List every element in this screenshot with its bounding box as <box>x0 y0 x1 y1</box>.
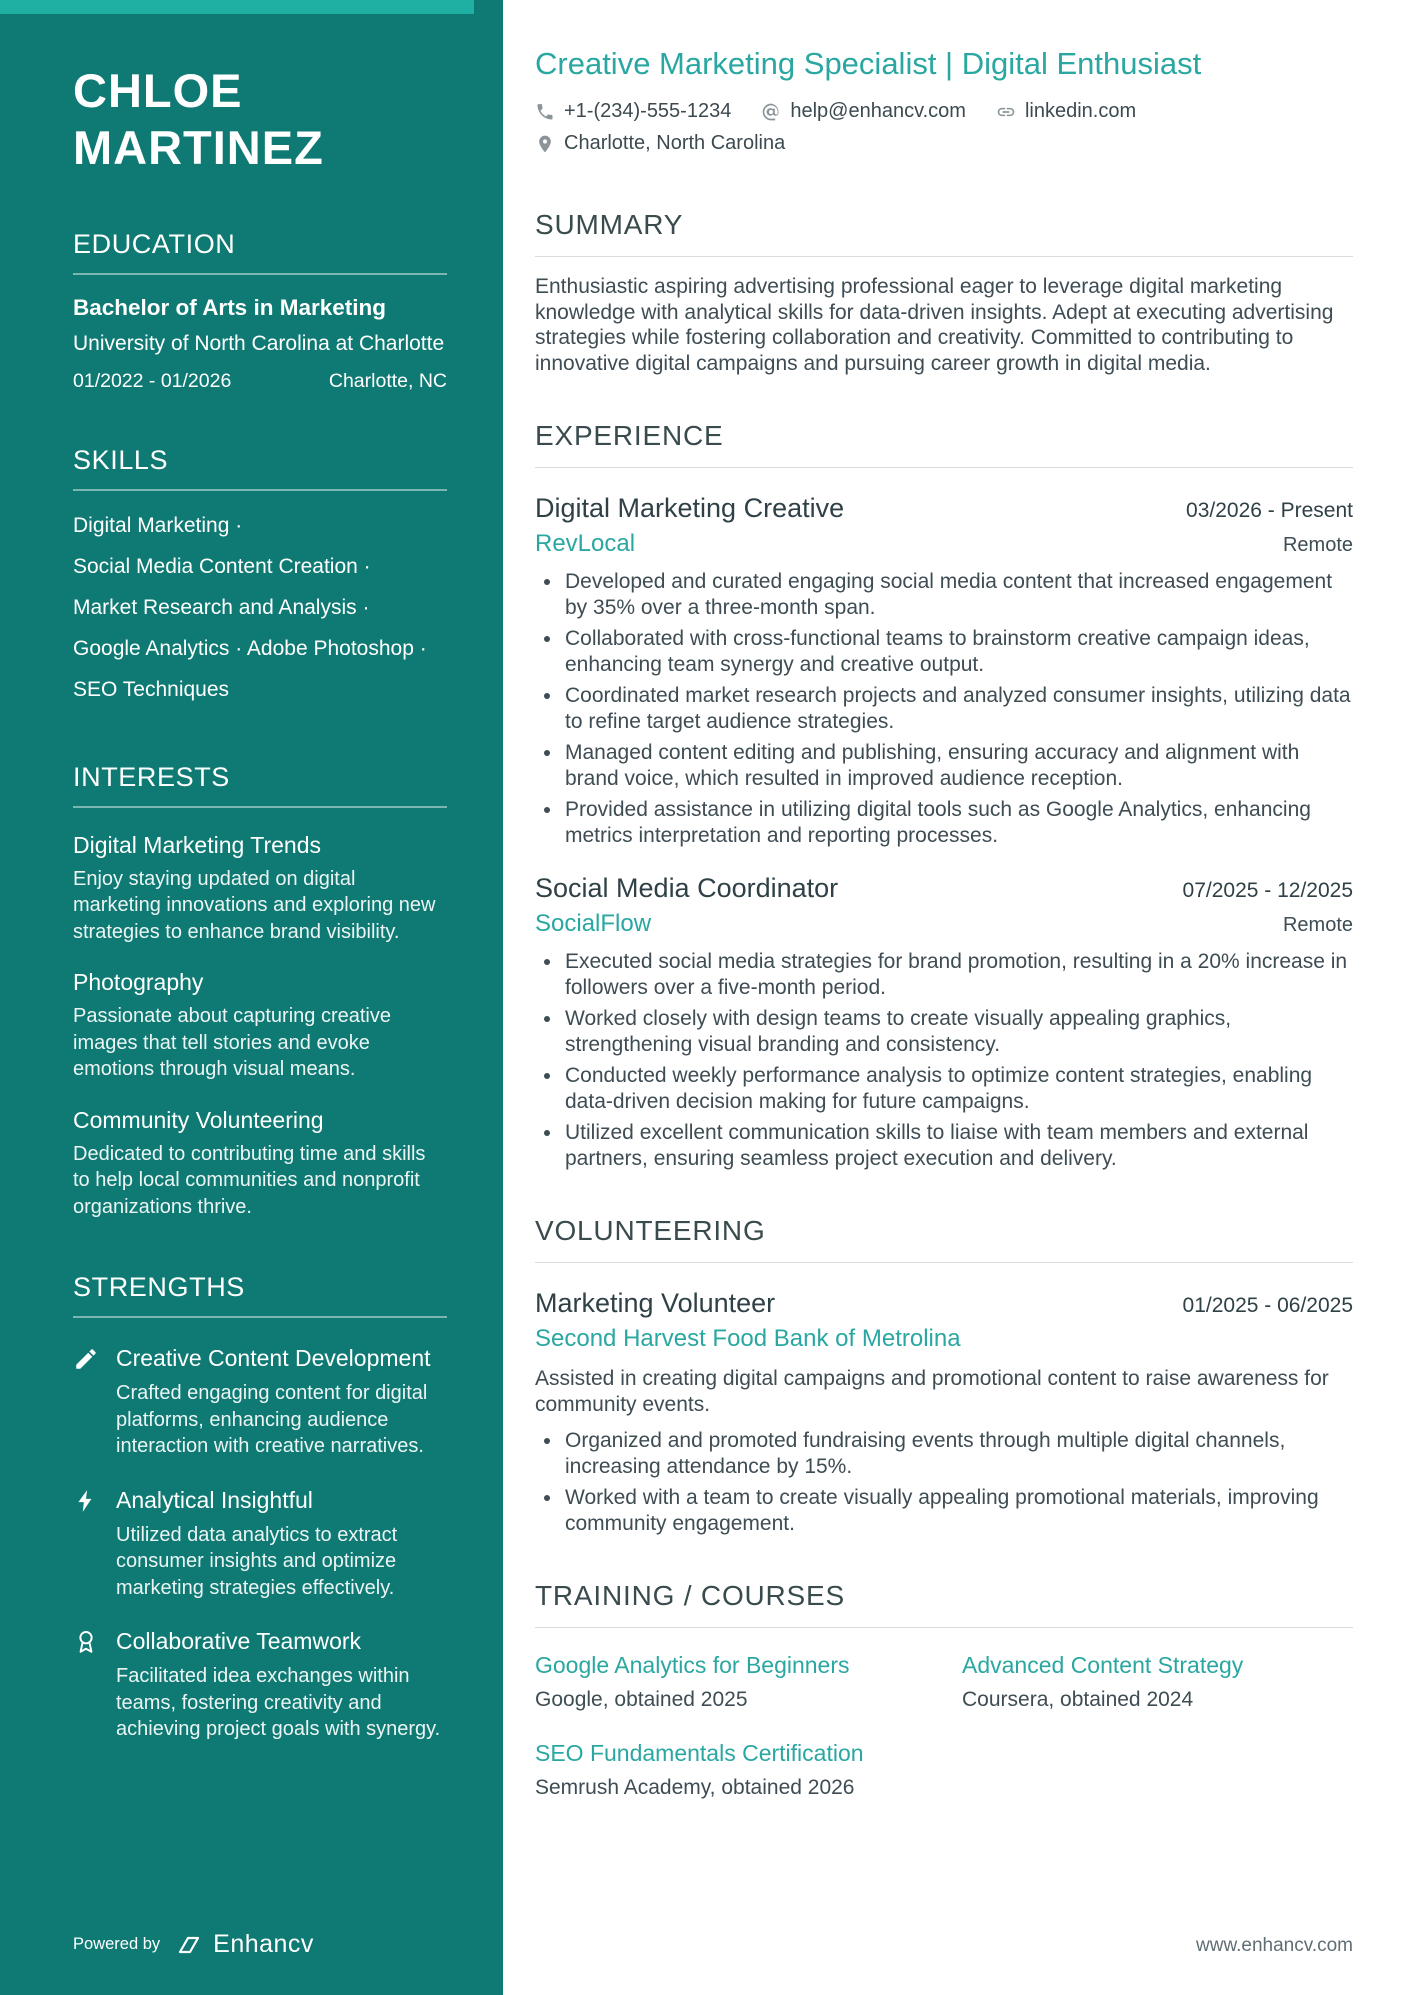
volunteering-entry <box>535 1288 1353 1536</box>
strength-body <box>116 1627 447 1743</box>
strength-title: Collaborative Teamwork <box>116 1628 362 1655</box>
link-icon <box>996 102 1016 122</box>
experience-entry <box>535 493 1353 848</box>
job-bullet-list <box>535 569 1353 848</box>
enhancv-logo-icon <box>174 1932 204 1958</box>
summary-heading: SUMMARY <box>535 209 1353 257</box>
job-company: SocialFlow <box>535 910 652 937</box>
training-section <box>535 1580 1353 1800</box>
strength-item <box>73 1486 447 1602</box>
email-value[interactable]: help@enhancv.com <box>790 100 966 122</box>
email-contact[interactable] <box>761 100 966 123</box>
volunteer-title: Marketing Volunteer <box>535 1288 776 1318</box>
link-contact[interactable] <box>996 100 1136 123</box>
job-bullet: • Utilized excellent communication skills to liaise with team members and external partners, ensuring seamless project execution and delivery. <box>563 1120 1353 1171</box>
job-title: Social Media Coordinator <box>535 873 839 903</box>
accent-strip <box>0 0 474 14</box>
powered-by-label: Powered by <box>73 1935 161 1953</box>
strength-body <box>116 1486 447 1602</box>
strength-title: Analytical Insightful <box>116 1486 313 1513</box>
course-name: Advanced Content Strategy <box>962 1652 1244 1678</box>
skill-item: Digital Marketing · <box>73 513 243 537</box>
email-icon <box>761 102 781 122</box>
summary-section <box>535 209 1353 376</box>
job-subheader <box>535 530 1353 558</box>
interest-title: Photography <box>73 969 204 996</box>
enhancv-logo-text: Enhancv <box>213 1930 314 1958</box>
education-meta <box>73 370 447 393</box>
experience-section <box>535 420 1353 1171</box>
location-row <box>535 132 1353 155</box>
candidate-name: CHLOE MARTINEZ <box>73 64 324 175</box>
interest-item <box>73 1107 447 1221</box>
volunteer-bullet: • Worked with a team to create visually appealing promotional materials, improving community engagement. <box>563 1485 1353 1536</box>
strength-description: Facilitated idea exchanges within teams, fostering creativity and achieving project goals with synergy. <box>116 1665 441 1741</box>
volunteer-bullet: • Organized and promoted fundraising events through multiple digital channels, increasing attendance by 15%. <box>563 1428 1353 1479</box>
job-bullet: • Worked closely with design teams to create visually appealing graphics, strengthening visual branding and consistency. <box>563 1006 1353 1057</box>
interest-description: Enjoy staying updated on digital marketing innovations and exploring new strategies to enhance brand visibility. <box>73 867 436 943</box>
strength-item <box>73 1344 447 1460</box>
course-name: Google Analytics for Beginners <box>535 1652 850 1678</box>
skills-heading: SKILLS <box>73 445 447 491</box>
phone-value: +1-(234)-555-1234 <box>564 100 732 122</box>
volunteering-heading: VOLUNTEERING <box>535 1215 1353 1263</box>
link-value[interactable]: linkedin.com <box>1024 100 1137 122</box>
skills-section <box>73 445 447 710</box>
job-bullet: • Executed social media strategies for brand promotion, resulting in a 20% increase in followers over a five-month period. <box>563 949 1353 1000</box>
volunteer-organization: Second Harvest Food Bank of Metrolina <box>535 1325 961 1352</box>
volunteer-bullet-list <box>535 1428 1353 1536</box>
job-location: Remote <box>1282 534 1353 556</box>
volunteering-section <box>535 1215 1353 1536</box>
job-bullet: • Developed and curated engaging social media content that increased engagement by 35% over a three-month span. <box>563 569 1353 620</box>
skill-item: Social Media Content Creation · <box>73 554 371 578</box>
strength-description: Crafted engaging content for digital platforms, enhancing audience interaction with creative narratives. <box>116 1382 428 1458</box>
job-bullet: • Collaborated with cross-functional teams to brainstorm creative campaign ideas, enhancing team synergy and creative output. <box>563 626 1353 677</box>
skills-list <box>73 505 447 710</box>
experience-heading: EXPERIENCE <box>535 420 1353 468</box>
website-link[interactable]: www.enhancv.com <box>1196 1935 1353 1956</box>
award-icon <box>73 1629 99 1655</box>
skill-item: Google Analytics · Adobe Photoshop · <box>73 636 427 660</box>
education-degree: Bachelor of Arts in Marketing <box>73 294 386 320</box>
job-header <box>535 493 1353 524</box>
interest-title: Community Volunteering <box>73 1106 324 1133</box>
summary-text: Enthusiastic aspiring advertising professional eager to leverage digital marketing knowledge with analytical skills for data-driven insights. Adept at executing advertising strategies while fostering collaboration and creativity. Committed to contributing to innovative digital campaigns and pursuing career growth in digital media. <box>535 275 1334 375</box>
strengths-heading: STRENGTHS <box>73 1272 447 1318</box>
contact-row <box>535 100 1353 123</box>
courses-grid <box>535 1652 1353 1800</box>
job-header <box>535 873 1353 904</box>
interest-title: Digital Marketing Trends <box>73 831 321 858</box>
course-item <box>535 1740 926 1800</box>
volunteer-intro: Assisted in creating digital campaigns and promotional content to raise awareness for community events. <box>535 1367 1329 1416</box>
strength-title: Creative Content Development <box>116 1345 431 1372</box>
pen-icon <box>73 1346 99 1372</box>
education-location: Charlotte, NC <box>328 369 447 392</box>
location-value: Charlotte, North Carolina <box>564 132 786 154</box>
experience-entry <box>535 873 1353 1171</box>
strengths-section <box>73 1272 447 1743</box>
enhancv-logo[interactable] <box>174 1930 314 1959</box>
job-bullet: • Managed content editing and publishing, ensuring accuracy and alignment with brand voice, which resulted in improved audience reception. <box>563 740 1353 791</box>
volunteer-header <box>535 1288 1353 1319</box>
interest-description: Passionate about capturing creative images that tell stories and evoke emotions through visual means. <box>73 1005 391 1081</box>
education-heading: EDUCATION <box>73 229 447 275</box>
course-detail: Coursera, obtained 2024 <box>962 1688 1194 1711</box>
sidebar <box>0 0 503 1995</box>
strength-body <box>116 1344 447 1460</box>
interest-item <box>73 832 447 946</box>
course-name: SEO Fundamentals Certification <box>535 1740 864 1766</box>
course-item <box>962 1652 1353 1712</box>
strength-item <box>73 1627 447 1743</box>
job-bullet: • Provided assistance in utilizing digital tools such as Google Analytics, enhancing metrics interpretation and reporting processes. <box>563 797 1353 848</box>
course-detail: Google, obtained 2025 <box>535 1688 748 1711</box>
interests-heading: INTERESTS <box>73 762 447 808</box>
education-section <box>73 229 447 393</box>
phone-contact <box>535 100 731 123</box>
job-company: RevLocal <box>535 530 636 557</box>
course-detail: Semrush Academy, obtained 2026 <box>535 1776 855 1799</box>
location-icon <box>535 134 555 154</box>
job-subheader <box>535 910 1353 938</box>
job-dates: 03/2026 - Present <box>1186 499 1353 522</box>
job-bullet: • Conducted weekly performance analysis to optimize content strategies, enabling data-driven decision making for future campaigns. <box>563 1063 1353 1114</box>
course-item <box>535 1652 926 1712</box>
education-dates: 01/2022 - 01/2026 <box>73 369 232 392</box>
job-bullet: • Coordinated market research projects and analyzed consumer insights, utilizing data to refine target audience strategies. <box>563 683 1353 734</box>
interest-item <box>73 969 447 1083</box>
interest-description: Dedicated to contributing time and skills to help local communities and nonprofit organizations thrive. <box>73 1142 426 1218</box>
interests-section <box>73 762 447 1221</box>
phone-icon <box>535 102 555 122</box>
education-school: University of North Carolina at Charlotte <box>73 331 445 355</box>
volunteer-dates: 01/2025 - 06/2025 <box>1182 1294 1353 1317</box>
volunteer-subheader <box>535 1325 1353 1353</box>
strength-description: Utilized data analytics to extract consumer insights and optimize marketing strategies effectively. <box>116 1523 398 1599</box>
training-heading: TRAINING / COURSES <box>535 1580 1353 1628</box>
location-contact <box>535 132 785 155</box>
main-column <box>503 0 1410 1995</box>
powered-by-footer <box>73 1930 314 1959</box>
job-title: Digital Marketing Creative <box>535 493 845 523</box>
job-location: Remote <box>1282 914 1353 936</box>
resume-headline: Creative Marketing Specialist | Digital Enthusiast <box>535 46 1202 81</box>
skill-item: SEO Techniques <box>73 677 230 701</box>
job-bullet-list <box>535 949 1353 1171</box>
skill-item: Market Research and Analysis · <box>73 595 370 619</box>
lightning-icon <box>73 1488 99 1514</box>
job-dates: 07/2025 - 12/2025 <box>1182 879 1353 902</box>
